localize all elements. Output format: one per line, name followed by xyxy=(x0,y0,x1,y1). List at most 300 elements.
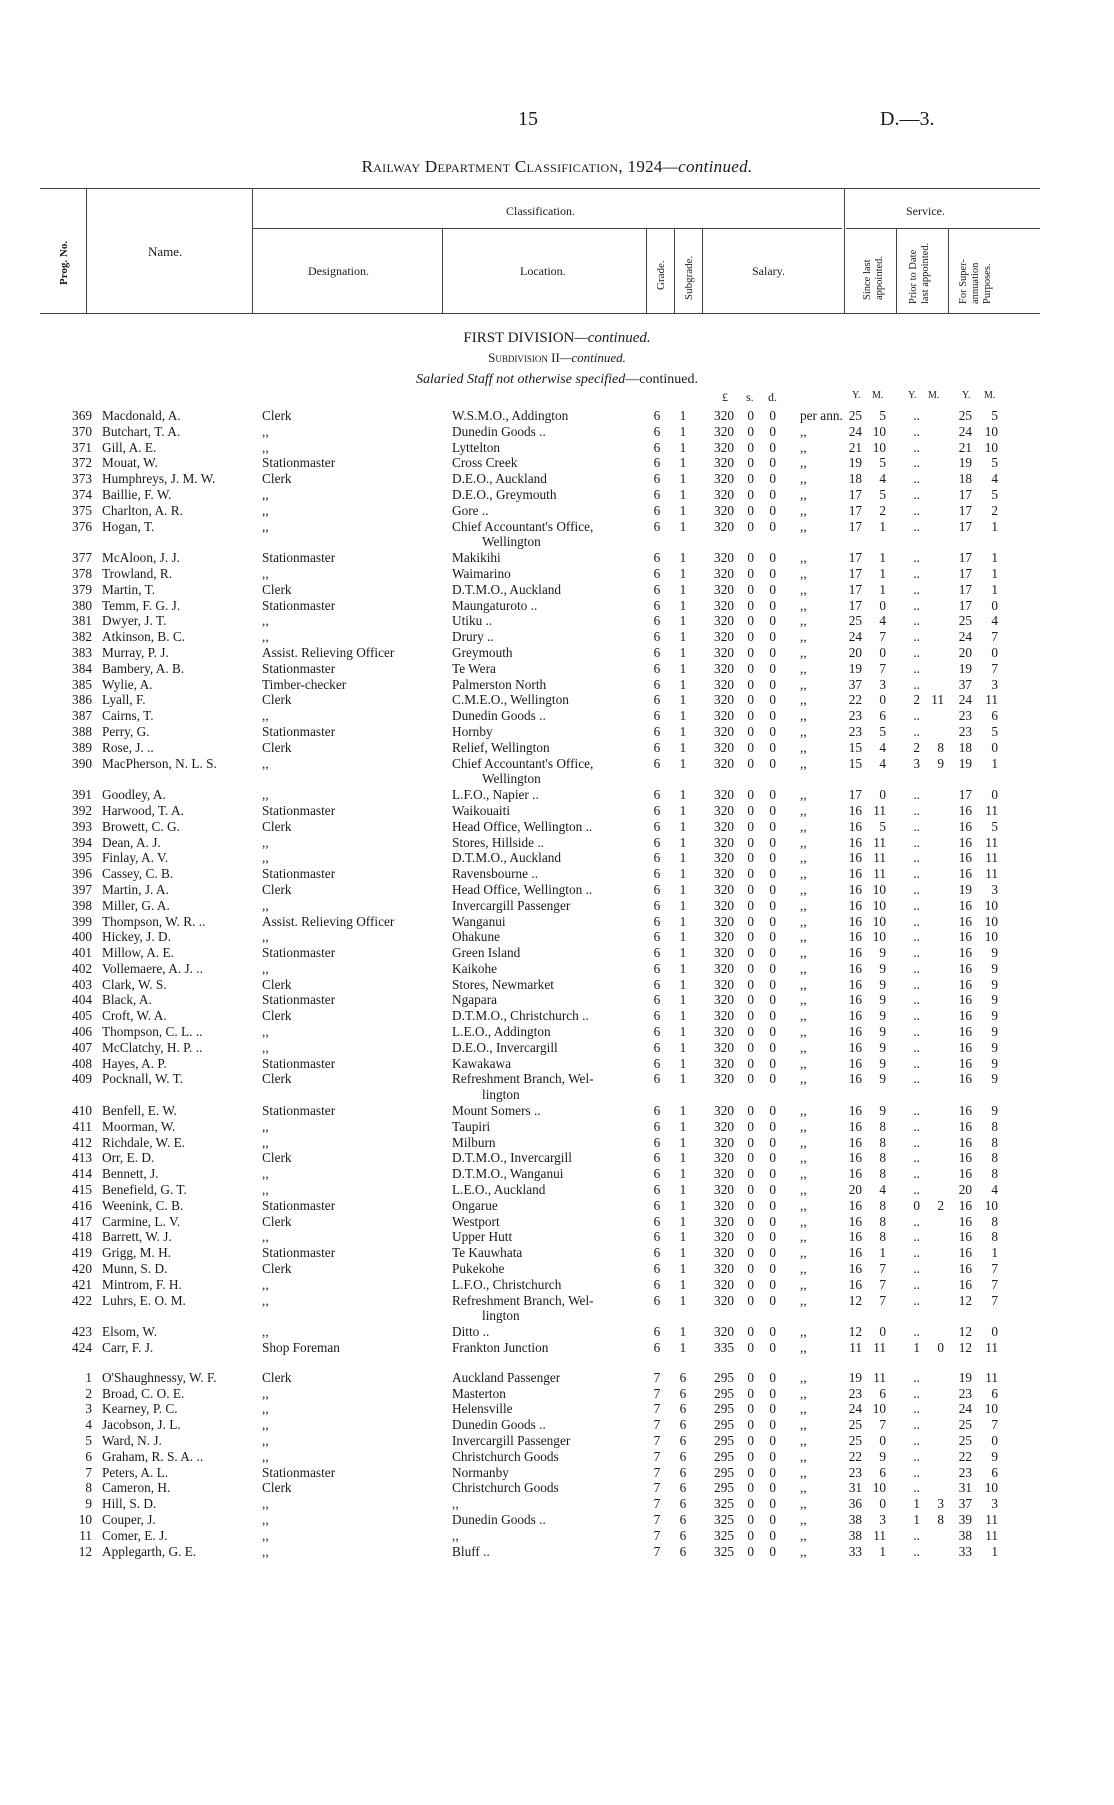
salary-shillings: 0 xyxy=(747,1182,754,1198)
subgrade: 1 xyxy=(679,708,687,724)
salary-pence: 0 xyxy=(769,692,776,708)
table-row xyxy=(0,550,1114,566)
salary-shillings: 0 xyxy=(747,960,754,976)
salary-pounds: 320 xyxy=(714,1134,734,1150)
prog-no: 397 xyxy=(72,881,92,897)
salary-period: ,, xyxy=(800,1213,807,1229)
since-years: 16 xyxy=(848,1197,862,1213)
prior-years: .. xyxy=(913,1292,920,1308)
since-months: 5 xyxy=(879,455,886,471)
grade: 7 xyxy=(653,1543,661,1559)
since-years: 16 xyxy=(848,913,862,929)
table-row xyxy=(0,471,1114,487)
prog-no: 416 xyxy=(72,1197,92,1213)
since-months: 9 xyxy=(879,960,886,976)
designation: ,, xyxy=(262,439,269,455)
staff-name: Hogan, T. xyxy=(102,518,155,534)
prior-years: .. xyxy=(913,818,920,834)
since-months: 9 xyxy=(879,976,886,992)
since-years: 20 xyxy=(848,1182,862,1198)
location: Bluff .. xyxy=(452,1543,490,1559)
salary-shillings: 0 xyxy=(747,1008,754,1024)
designation: ,, xyxy=(262,755,269,771)
salary-pounds: 325 xyxy=(714,1511,734,1527)
super-years: 25 xyxy=(958,613,972,629)
salary-pounds: 320 xyxy=(714,913,734,929)
designation: ,, xyxy=(262,1401,269,1417)
salary-period: ,, xyxy=(800,1008,807,1024)
salary-period: ,, xyxy=(800,1417,807,1433)
table-row xyxy=(0,708,1114,724)
salary-shillings: 0 xyxy=(747,423,754,439)
location: Te Wera xyxy=(452,660,496,676)
super-months: 9 xyxy=(991,1103,998,1119)
super-years: 12 xyxy=(958,1324,972,1340)
since-years: 25 xyxy=(848,408,862,423)
subgrade: 6 xyxy=(679,1385,687,1401)
since-years: 16 xyxy=(848,1276,862,1292)
designation: Stationmaster xyxy=(262,597,336,613)
salary-pence: 0 xyxy=(769,787,776,803)
salary-shillings: 0 xyxy=(747,1340,754,1356)
location-continuation-row xyxy=(0,534,1114,550)
salary-period: ,, xyxy=(800,897,807,913)
prior-years: 2 xyxy=(913,692,920,708)
salary-pence: 0 xyxy=(769,1324,776,1340)
table-row xyxy=(0,1370,1114,1386)
designation: Timber-checker xyxy=(262,676,347,692)
grade: 6 xyxy=(653,1182,661,1198)
since-years: 24 xyxy=(848,629,862,645)
designation: ,, xyxy=(262,929,269,945)
subgrade: 6 xyxy=(679,1480,687,1496)
since-years: 33 xyxy=(848,1543,862,1559)
salary-pounds: 320 xyxy=(714,1182,734,1198)
table-row xyxy=(0,835,1114,851)
prior-years: .. xyxy=(913,550,920,566)
prior-years: .. xyxy=(913,1261,920,1277)
super-months: 2 xyxy=(991,502,998,518)
location: D.T.M.O., Wanganui xyxy=(452,1166,564,1182)
since-months: 10 xyxy=(872,913,886,929)
subgrade: 1 xyxy=(679,1292,687,1308)
super-months: 7 xyxy=(991,629,998,645)
since-months: 8 xyxy=(879,1166,886,1182)
table-row xyxy=(0,1465,1114,1481)
location: Masterton xyxy=(452,1385,506,1401)
subgrade: 1 xyxy=(679,1229,687,1245)
subgrade: 6 xyxy=(679,1369,687,1385)
super-years: 16 xyxy=(958,1229,972,1245)
staff-name: Cairns, T. xyxy=(102,708,154,724)
salary-pounds: 320 xyxy=(714,1213,734,1229)
staff-name: Clark, W. S. xyxy=(102,976,167,992)
salary-period: ,, xyxy=(800,1433,807,1448)
salary-pounds: 320 xyxy=(714,502,734,518)
super-months: 5 xyxy=(991,818,998,834)
salary-pounds: 295 xyxy=(714,1464,734,1480)
salary-pounds: 320 xyxy=(714,960,734,976)
since-months: 0 xyxy=(879,1433,886,1448)
designation: Clerk xyxy=(262,1150,292,1166)
designation: ,, xyxy=(262,1182,269,1198)
salary-pounds: 320 xyxy=(714,1261,734,1277)
prior-years: .. xyxy=(913,881,920,897)
staff-category-heading xyxy=(0,372,1114,388)
subdivision-continued: —continued. xyxy=(559,350,626,365)
table-row xyxy=(0,566,1114,582)
since-years: 16 xyxy=(848,850,862,866)
salary-shillings: 0 xyxy=(747,1024,754,1040)
super-years: 31 xyxy=(958,1480,972,1496)
salary-shillings: 0 xyxy=(747,1039,754,1055)
prior-years: .. xyxy=(913,897,920,913)
prior-years: .. xyxy=(913,486,920,502)
table-row xyxy=(0,787,1114,803)
col-grade: Grade. xyxy=(655,260,667,290)
designation: Stationmaster xyxy=(262,1245,336,1261)
salary-pence: 0 xyxy=(769,1118,776,1134)
prog-no: 384 xyxy=(72,660,92,676)
salary-pounds: 320 xyxy=(714,1150,734,1166)
salary-period: ,, xyxy=(800,1229,807,1245)
prior-years: .. xyxy=(913,1008,920,1024)
prior-years: .. xyxy=(913,518,920,534)
table-row xyxy=(0,1245,1114,1261)
prior-years: .. xyxy=(913,1213,920,1229)
salary-pounds: 320 xyxy=(714,439,734,455)
location: Gore .. xyxy=(452,502,489,518)
prog-no: 8 xyxy=(85,1480,92,1496)
since-years: 16 xyxy=(848,1103,862,1119)
super-months: 11 xyxy=(985,802,998,818)
staff-name: Martin, T. xyxy=(102,581,156,597)
super-years: 16 xyxy=(958,960,972,976)
prior-years: .. xyxy=(913,1024,920,1040)
super-months: 10 xyxy=(984,929,998,945)
designation: Clerk xyxy=(262,818,292,834)
unit-years-super: Y. xyxy=(962,390,971,401)
salary-shillings: 0 xyxy=(747,1369,754,1385)
subgrade: 1 xyxy=(679,913,687,929)
subgrade: 1 xyxy=(679,692,687,708)
staff-name: Benfell, E. W. xyxy=(102,1103,177,1119)
since-months: 1 xyxy=(879,518,886,534)
designation: Clerk xyxy=(262,976,292,992)
staff-name: Weenink, C. B. xyxy=(102,1197,184,1213)
since-months: 1 xyxy=(879,565,886,581)
super-months: 1 xyxy=(991,550,998,566)
prior-years: .. xyxy=(913,1118,920,1134)
super-years: 37 xyxy=(958,1496,972,1512)
since-years: 16 xyxy=(848,1229,862,1245)
location: L.F.O., Napier .. xyxy=(452,787,539,803)
subgrade: 1 xyxy=(679,629,687,645)
prior-years: 1 xyxy=(913,1496,920,1512)
super-years: 18 xyxy=(958,739,972,755)
since-years: 17 xyxy=(848,486,862,502)
grade: 6 xyxy=(653,408,661,423)
document-reference: D.—3. xyxy=(880,108,935,130)
salary-pence: 0 xyxy=(769,1071,776,1087)
super-months: 9 xyxy=(991,945,998,961)
staff-name: Perry, G. xyxy=(102,723,150,739)
prog-no: 413 xyxy=(72,1150,92,1166)
salary-period: ,, xyxy=(800,976,807,992)
salary-pounds: 320 xyxy=(714,550,734,566)
super-years: 16 xyxy=(958,1276,972,1292)
since-months: 7 xyxy=(879,660,886,676)
salary-period: ,, xyxy=(800,1024,807,1040)
salary-shillings: 0 xyxy=(747,1448,754,1464)
super-months: 7 xyxy=(991,1276,998,1292)
staff-name: Rose, J. .. xyxy=(102,739,154,755)
salary-shillings: 0 xyxy=(747,834,754,850)
since-years: 16 xyxy=(848,1055,862,1071)
prior-years: .. xyxy=(913,802,920,818)
prior-months: 2 xyxy=(937,1197,944,1213)
location: Greymouth xyxy=(452,644,513,660)
designation: Clerk xyxy=(262,692,292,708)
subgrade: 1 xyxy=(679,723,687,739)
since-years: 23 xyxy=(848,1464,862,1480)
salary-period: ,, xyxy=(800,660,807,676)
salary-pounds: 320 xyxy=(714,1245,734,1261)
salary-shillings: 0 xyxy=(747,550,754,566)
super-years: 19 xyxy=(958,881,972,897)
super-years: 16 xyxy=(958,1039,972,1055)
table-row xyxy=(0,724,1114,740)
subgrade: 1 xyxy=(679,881,687,897)
since-years: 24 xyxy=(848,423,862,439)
location: ,, xyxy=(452,1496,459,1512)
location: D.E.O., Greymouth xyxy=(452,486,557,502)
super-months: 5 xyxy=(991,486,998,502)
staff-name: Grigg, M. H. xyxy=(102,1245,172,1261)
prog-no: 407 xyxy=(72,1039,92,1055)
prior-months: 8 xyxy=(937,1511,944,1527)
designation: ,, xyxy=(262,1385,269,1401)
since-months: 8 xyxy=(879,1197,886,1213)
subgrade: 6 xyxy=(679,1527,687,1543)
salary-shillings: 0 xyxy=(747,692,754,708)
salary-pence: 0 xyxy=(769,1433,776,1448)
since-years: 16 xyxy=(848,1213,862,1229)
since-months: 9 xyxy=(879,992,886,1008)
subgrade: 1 xyxy=(679,1245,687,1261)
location: Frankton Junction xyxy=(452,1340,549,1356)
since-months: 10 xyxy=(872,1401,886,1417)
salary-period: ,, xyxy=(800,1150,807,1166)
grade: 6 xyxy=(653,1340,661,1356)
location: D.T.M.O., Auckland xyxy=(452,581,562,597)
salary-period: ,, xyxy=(800,565,807,581)
salary-pence: 0 xyxy=(769,850,776,866)
salary-pence: 0 xyxy=(769,423,776,439)
grade: 6 xyxy=(653,866,661,882)
location: Chief Accountant's Office, xyxy=(452,518,594,534)
salary-period: ,, xyxy=(800,1511,807,1527)
since-months: 1 xyxy=(879,550,886,566)
salary-period: ,, xyxy=(800,1292,807,1308)
staff-name: Trowland, R. xyxy=(102,565,173,581)
super-years: 16 xyxy=(958,850,972,866)
location: Green Island xyxy=(452,945,521,961)
salary-pence: 0 xyxy=(769,881,776,897)
salary-period: ,, xyxy=(800,739,807,755)
prior-years: .. xyxy=(913,834,920,850)
since-years: 23 xyxy=(848,708,862,724)
table-row xyxy=(0,1386,1114,1402)
prior-years: .. xyxy=(913,471,920,487)
salary-pence: 0 xyxy=(769,1385,776,1401)
staff-name: Gill, A. E. xyxy=(102,439,157,455)
table-row xyxy=(0,1071,1114,1087)
since-years: 16 xyxy=(848,1261,862,1277)
location: D.T.M.O., Christchurch .. xyxy=(452,1008,589,1024)
salary-shillings: 0 xyxy=(747,1213,754,1229)
since-months: 4 xyxy=(879,755,886,771)
subgrade: 1 xyxy=(679,960,687,976)
designation: ,, xyxy=(262,1527,269,1543)
location: Pukekohe xyxy=(452,1261,505,1277)
grade: 6 xyxy=(653,1008,661,1024)
super-months: 3 xyxy=(991,676,998,692)
since-months: 4 xyxy=(879,613,886,629)
prog-no: 396 xyxy=(72,866,92,882)
grade: 6 xyxy=(653,897,661,913)
super-years: 16 xyxy=(958,1150,972,1166)
col-subgrade: Subgrade. xyxy=(683,255,695,300)
super-months: 11 xyxy=(985,692,998,708)
super-years: 16 xyxy=(958,1134,972,1150)
prog-no: 391 xyxy=(72,787,92,803)
table-row xyxy=(0,1480,1114,1496)
salary-pence: 0 xyxy=(769,1543,776,1559)
salary-pounds: 320 xyxy=(714,739,734,755)
salary-pounds: 320 xyxy=(714,850,734,866)
salary-pence: 0 xyxy=(769,455,776,471)
super-years: 17 xyxy=(958,581,972,597)
prior-years: .. xyxy=(913,708,920,724)
salary-period: ,, xyxy=(800,992,807,1008)
salary-pence: 0 xyxy=(769,1292,776,1308)
prior-years: .. xyxy=(913,1448,920,1464)
location: Invercargill Passenger xyxy=(452,1433,571,1448)
subgrade: 1 xyxy=(679,1324,687,1340)
prog-no: 421 xyxy=(72,1276,92,1292)
salary-period: ,, xyxy=(800,581,807,597)
staff-name: Bennett, J. xyxy=(102,1166,159,1182)
staff-name: Harwood, T. A. xyxy=(102,802,184,818)
subgrade: 1 xyxy=(679,1024,687,1040)
salary-pence: 0 xyxy=(769,613,776,629)
salary-period: ,, xyxy=(800,613,807,629)
super-years: 18 xyxy=(958,471,972,487)
table-row xyxy=(0,977,1114,993)
designation: ,, xyxy=(262,1024,269,1040)
salary-pence: 0 xyxy=(769,755,776,771)
since-years: 15 xyxy=(848,755,862,771)
super-months: 9 xyxy=(991,1448,998,1464)
prog-no: 372 xyxy=(72,455,92,471)
grade: 6 xyxy=(653,976,661,992)
table-row xyxy=(0,1198,1114,1214)
super-months: 10 xyxy=(984,1197,998,1213)
prog-no: 370 xyxy=(72,423,92,439)
table-row xyxy=(0,661,1114,677)
since-months: 9 xyxy=(879,1103,886,1119)
staff-name: Bambery, A. B. xyxy=(102,660,185,676)
salary-pence: 0 xyxy=(769,945,776,961)
staff-name: Applegarth, G. E. xyxy=(102,1543,197,1559)
super-months: 0 xyxy=(991,644,998,660)
table-row xyxy=(0,440,1114,456)
staff-name: Lyall, F. xyxy=(102,692,146,708)
salary-pence: 0 xyxy=(769,629,776,645)
super-months: 8 xyxy=(991,1150,998,1166)
prog-no: 392 xyxy=(72,802,92,818)
division-label: FIRST DIVISION xyxy=(463,330,575,346)
super-months: 4 xyxy=(991,471,998,487)
staff-name: Thompson, C. L. .. xyxy=(102,1024,203,1040)
super-months: 9 xyxy=(991,1024,998,1040)
since-months: 7 xyxy=(879,1276,886,1292)
super-months: 10 xyxy=(984,423,998,439)
designation: Assist. Relieving Officer xyxy=(262,644,395,660)
salary-shillings: 0 xyxy=(747,565,754,581)
location: Stores, Newmarket xyxy=(452,976,554,992)
super-months: 6 xyxy=(991,1464,998,1480)
super-months: 4 xyxy=(991,1182,998,1198)
salary-pounds: 320 xyxy=(714,455,734,471)
staff-name: Ward, N. J. xyxy=(102,1433,162,1448)
salary-pence: 0 xyxy=(769,992,776,1008)
designation: ,, xyxy=(262,1229,269,1245)
super-months: 0 xyxy=(991,1433,998,1448)
since-months: 6 xyxy=(879,1464,886,1480)
subgrade: 6 xyxy=(679,1496,687,1512)
salary-period: ,, xyxy=(800,1245,807,1261)
designation: ,, xyxy=(262,897,269,913)
super-months: 8 xyxy=(991,1134,998,1150)
grade: 6 xyxy=(653,660,661,676)
salary-pence: 0 xyxy=(769,1261,776,1277)
location: Maungaturoto .. xyxy=(452,597,538,613)
staff-name: Goodley, A. xyxy=(102,787,166,803)
prior-years: .. xyxy=(913,1369,920,1385)
since-years: 16 xyxy=(848,802,862,818)
table-row xyxy=(0,1324,1114,1340)
subgrade: 1 xyxy=(679,660,687,676)
location: Kaikohe xyxy=(452,960,498,976)
salary-shillings: 0 xyxy=(747,471,754,487)
super-years: 16 xyxy=(958,1118,972,1134)
salary-pounds: 320 xyxy=(714,629,734,645)
grade: 6 xyxy=(653,992,661,1008)
prior-years: .. xyxy=(913,1417,920,1433)
salary-pence: 0 xyxy=(769,1229,776,1245)
since-months: 10 xyxy=(872,897,886,913)
designation: Stationmaster xyxy=(262,1103,336,1119)
subgrade: 1 xyxy=(679,1166,687,1182)
salary-shillings: 0 xyxy=(747,1324,754,1340)
grade: 7 xyxy=(653,1464,661,1480)
prior-years: 0 xyxy=(913,1197,920,1213)
since-months: 8 xyxy=(879,1150,886,1166)
salary-shillings: 0 xyxy=(747,755,754,771)
prior-years: .. xyxy=(913,1039,920,1055)
